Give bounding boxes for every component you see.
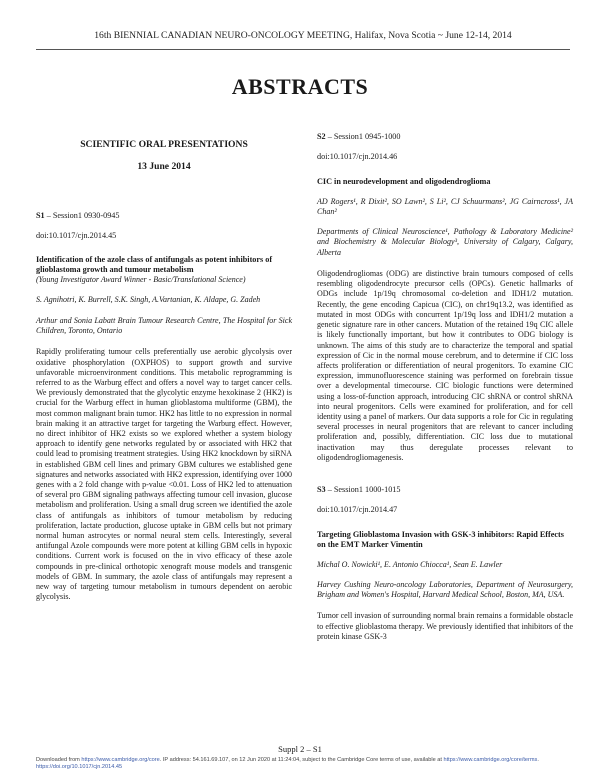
left-column (36, 132, 292, 602)
session-line-s1 (36, 211, 292, 221)
running-header: 16th BIENNIAL CANADIAN NEURO-ONCOLOGY MEETING, Halifax, Nova Scotia ~ June 12-14, 2014 (94, 30, 512, 41)
doi-s3: doi:10.1017/cjn.2014.47 (317, 505, 398, 515)
affiliation-s1: Arthur and Sonia Labatt Brain Tumour Research Centre, The Hospital for Sick Children, Toronto, Ontario (36, 315, 292, 336)
session-time: – Session1 0945-1000 (325, 132, 401, 141)
header-rule (36, 49, 570, 50)
authors-s1: S. Agnihotri, K. Burrell, S.K. Singh, A.Vartanian, K. Aldape, G. Zadeh (36, 295, 261, 305)
terms-link[interactable]: https://www.cambridge.org/core/terms (443, 757, 538, 763)
abstract-title-s2: CIC in neurodevelopment and oligodendroglioma (317, 176, 491, 186)
affiliation-s2: Departments of Clinical Neuroscience¹, Pathology & Laboratory Medicine² and Biochemistry & Molecular Biology³, University of Calgary, Calgary, Alberta (317, 227, 573, 257)
session-code: S3 (317, 484, 326, 494)
page-number: Suppl 2 – S1 (278, 744, 322, 754)
abstract-title-s3: Targeting Glioblastoma Invasion with GSK-3 inhibitors: Rapid Effects on the EMT Marker Vimentin (317, 529, 564, 549)
award-note: (Young Investigator Award Winner - Basic/Translational Science) (36, 275, 246, 285)
doi-s1: doi:10.1017/cjn.2014.45 (36, 230, 117, 240)
abstract-body-s3: Tumor cell invasion of surrounding normal brain remains a formidable obstacle to effective glioblastoma therapy. We previously identified that inhibitors of the protein kinase GSK-3 (317, 611, 573, 641)
abstract-body-s2: Oligodendrogliomas (ODG) are distinctive brain tumours composed of cells resembling oligodendrocyte precursor cells (OPCs). Genetic hallmarks of ODGs include 1p/19q chromosomal co-deletion and IDH1/2 mutation. Recently, the gene encoding Capicua (CIC), on chr19q13.2, was identified as mutated in most ODGs with concurrent 1p/19q loss and IDH1/2 mutation a genetic signature rare in other cancers. Mutation of the retained 19q CIC allele is likely functionally important, but how it contributes to ODG biology is unknown. The aims of this study are to characterize the temporal and spatial expression of Cic in the normal mouse cerebrum, and to determine if CIC loss affects proliferation or differentiation of neural progenitors. To examine CIC expression, immunofluorescence staining was performed on forebrain tissue over a developmental timecourse. CIC biologic functions were determined using a loss-of-function approach, introducing CIC shRNA or control shRNA into neural progenitors. Cells were examined for proliferation, and for cell identity using a panel of markers. Our data supports a role for Cic in regulating several processes in neural progenitors that are relevant to cancer including proliferation and, possibly, differentiation. CIC loss due to mutational inactivation may thus deregulate processes relevant to oligodendrogliomagenesis. (317, 269, 573, 462)
page-title: ABSTRACTS (231, 74, 369, 99)
session-code: S2 (317, 132, 326, 141)
session-line-s2 (317, 132, 573, 142)
abstract-title-s1: Identification of the azole class of antifungals as potent inhibitors of glioblastoma growth and tumour metabolism (36, 255, 273, 275)
authors-s2: AD Rogers¹, R Dixit², SO Lawn², S Li², CJ Schuurmans², JG Cairncross¹, JA Chan² (317, 196, 573, 216)
download-notice: Downloaded from https://www.cambridge.org/core. IP address: 54.161.69.107, on 12 Jun 2020 at 11:24:04, subject to the Cambridge Core terms of use, available at https://www.cambridge.org/core/terms. https://doi.org/10.1017/cjn.2014.45 (36, 757, 539, 771)
section-heading: SCIENTIFIC ORAL PRESENTATIONS (80, 139, 248, 150)
abstract-body-s1: Rapidly proliferating tumour cells preferentially use aerobic glycolysis over oxidative phosphorylation (OXPHOS) to support growth and survive unfavorable microenvironment conditions. This metabolic reprogramming is referred to as the Warburg effect and offers a novel way to target cancer cells. We previously demonstrated that the glycolytic enzyme hexokinase 2 (HK2) is crucial for the Warburg effect in human glioblastoma multiforme (GBM), the most common malignant brain tumor. HK2 has little to no expression in normal brain making it an attractive target for targeting the Warburg effect. However, no direct inhibitor of HK2 exists so we explored whether a system biology approach to identify gene networks regulated by or associated with HK2 that could lead to promising treatment strategies. Using HK2 knockdown by siRNA in established GBM cell lines and primary GBM cultures we established gene signatures and networks associated with HK2 expression, identifying over 1000 genes with a 2 fold change with p-value <0.01. Loss of HK2 led to attenuation of several pro GBM signaling pathways affecting tumour cell invasion, glucose metabolism and proliferation. Using a small drug screen we identified the azole class of antifungals as inhibitors of tumour metabolism by reducing proliferation, lactate production, glucose uptake in GBM cells but not primary normal human astrocytes or normal neural stem cells. Interestingly, several antifungal Azole compounds were more potent at killing GBM cells in hypoxic conditions. Current work is focused on the in vivo efficacy of these azole compounds in pre-clinical orthotopic xenograft mouse models and transgenic models of GBM. In summary, the azole class of antifungals may represent a new way of targeting tumour metabolism in tumours dependent on aerobic glycolysis. (36, 347, 292, 602)
session-time: – Session1 1000-1015 (325, 484, 401, 494)
cambridge-core-link[interactable]: https://www.cambridge.org/core (81, 757, 160, 763)
authors-s3: Michal O. Nowicki¹, E. Antonio Chiocca¹, Sean E. Lawler (317, 559, 503, 569)
affiliation-s3: Harvey Cushing Neuro-oncology Laboratories, Department of Neurosurgery, Brigham and Women's Hospital, Harvard Medical School, Boston, MA, USA. (317, 579, 573, 600)
session-line-s3 (317, 485, 573, 495)
right-column (317, 132, 573, 642)
session-code: S1 (36, 210, 45, 220)
doi-link[interactable]: https://doi.org/10.1017/cjn.2014.45 (36, 764, 123, 771)
download-mid: . IP address: 54.161.69.107, on 12 Jun 2020 at 11:24:04, subject to the Cambridge Core terms of use, available at (159, 757, 444, 763)
doi-s2: doi:10.1017/cjn.2014.46 (317, 152, 398, 162)
download-prefix: Downloaded from (36, 757, 82, 763)
session-time: – Session1 0930-0945 (44, 210, 120, 220)
section-date: 13 June 2014 (137, 161, 191, 173)
